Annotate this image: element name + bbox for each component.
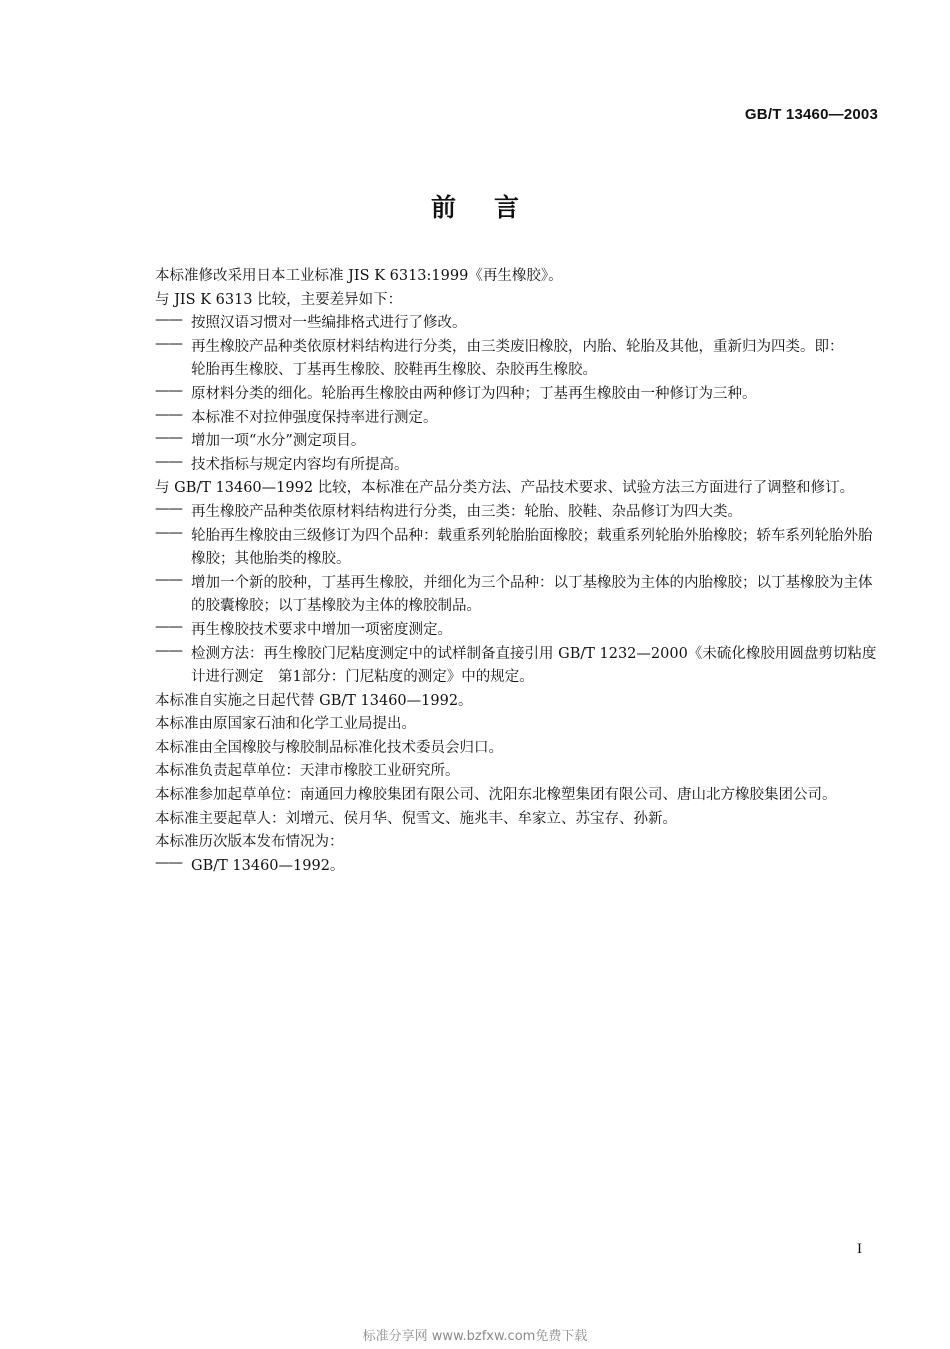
list-item-text: 增加一项“水分”测定项目。 — [191, 433, 366, 450]
paragraph: 与 JIS K 6313 比较，主要差异如下： — [155, 291, 403, 308]
list-item — [121, 336, 881, 360]
sub-item: 轮胎再生橡胶、丁基再生橡胶、胶鞋再生橡胶、杂胶再生橡胶。 — [191, 362, 597, 379]
list-item-text: 按照汉语习惯对一些编排格式进行了修改。 — [191, 315, 467, 332]
list-item-text: 本标准不对拉伸强度保持率进行测定。 — [191, 409, 438, 426]
list-item — [121, 383, 881, 407]
list-item — [121, 430, 881, 454]
paragraph: 本标准自实施之日起代替 GB/T 13460—1992。 — [155, 692, 473, 709]
list-item — [121, 501, 881, 525]
page-title: 前言 — [430, 193, 557, 222]
paragraph: 与 GB/T 13460—1992 比较，本标准在产品分类方法、产品技术要求、试验方法三方面进行了调整和修订。 — [155, 480, 855, 497]
list-item — [121, 312, 881, 336]
list-item-text: GB/T 13460—1992。 — [191, 857, 345, 874]
list-item — [121, 619, 881, 643]
list-item-text: 技术指标与规定内容均有所提高。 — [191, 456, 409, 473]
list-item — [121, 572, 881, 619]
dash-marker: —— — [155, 618, 182, 635]
list-item-text: 再生橡胶产品种类依原材料结构进行分类，由三类废旧橡胶，内胎、轮胎及其他，重新归为四类。即： — [191, 338, 844, 355]
list-item — [121, 643, 881, 690]
list-item-text: 轮胎再生橡胶由三级修订为四个品种：载重系列轮胎胎面橡胶；载重系列轮胎外胎橡胶；轿车系列轮胎外胎橡胶；其他胎类的橡胶。 — [191, 527, 873, 568]
dash-marker: —— — [155, 312, 182, 329]
dash-marker: —— — [155, 571, 182, 588]
dash-marker: —— — [155, 500, 182, 517]
list-item — [121, 407, 881, 431]
list-item — [121, 525, 881, 572]
paragraph: 本标准历次版本发布情况为： — [155, 834, 344, 851]
list-item-text: 再生橡胶产品种类依原材料结构进行分类，由三类：轮胎、胶鞋、杂品修订为四大类。 — [191, 503, 742, 520]
dash-marker: —— — [155, 382, 182, 399]
paragraph: 本标准由原国家石油和化学工业局提出。 — [155, 716, 416, 733]
page-number: I — [857, 1241, 862, 1257]
dash-marker: —— — [155, 642, 182, 659]
dash-marker: —— — [155, 430, 182, 447]
list-item-text: 增加一个新的胶种，丁基再生橡胶，并细化为三个品种：以丁基橡胶为主体的内胎橡胶；以丁基橡胶为主体的胶囊橡胶；以丁基橡胶为主体的橡胶制品。 — [191, 574, 873, 615]
paragraph: 本标准负责起草单位：天津市橡胶工业研究所。 — [155, 763, 460, 780]
list-item-text: 检测方法：再生橡胶门尼粘度测定中的试样制备直接引用 GB/T 1232—2000《未硫化橡胶用圆盘剪切粘度计进行测定 第1部分：门尼粘度的测定》中的规定。 — [191, 645, 877, 686]
foreword-body — [121, 265, 881, 878]
dash-marker: —— — [155, 335, 182, 352]
list-item-text: 再生橡胶技术要求中增加一项密度测定。 — [191, 621, 452, 638]
list-item — [121, 454, 881, 478]
dash-marker: —— — [155, 854, 182, 871]
list-item — [121, 855, 881, 879]
standard-code: GB/T 13460—2003 — [744, 106, 878, 123]
paragraph: 本标准参加起草单位：南通回力橡胶集团有限公司、沈阳东北橡塑集团有限公司、唐山北方橡胶集团公司。 — [155, 787, 837, 804]
dash-marker: —— — [155, 524, 182, 541]
dash-marker: —— — [155, 453, 182, 470]
watermark: 标准分享网 www.bzfxw.com免费下载 — [362, 1329, 588, 1344]
paragraph: 本标准由全国橡胶与橡胶制品标准化技术委员会归口。 — [155, 739, 503, 756]
dash-marker: —— — [155, 406, 182, 423]
paragraph: 本标准修改采用日本工业标准 JIS K 6313:1999《再生橡胶》。 — [155, 268, 563, 284]
paragraph: 本标准主要起草人：刘增元、侯月华、倪雪文、施兆丰、牟家立、苏宝存、孙新。 — [155, 810, 677, 827]
list-item-text: 原材料分类的细化。轮胎再生橡胶由两种修订为四种；丁基再生橡胶由一种修订为三种。 — [191, 385, 757, 402]
